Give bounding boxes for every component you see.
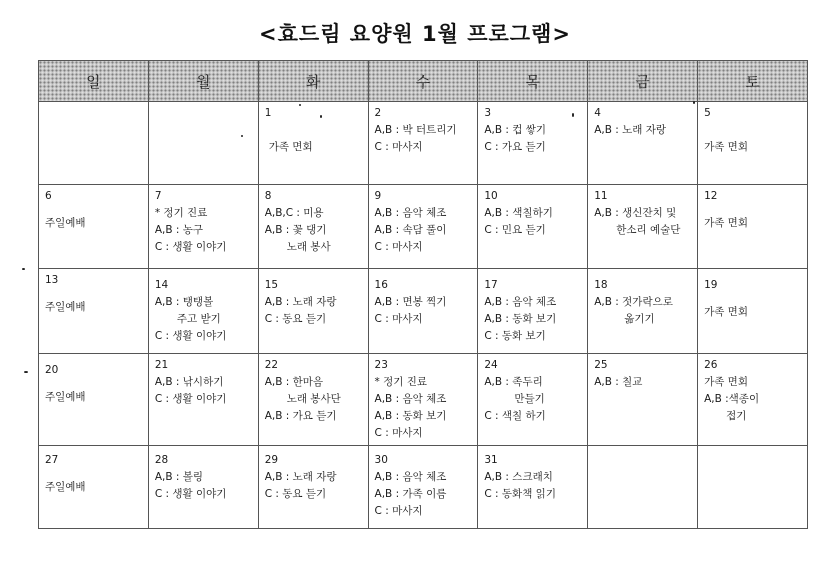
- day-cell: [258, 185, 368, 269]
- day-cell: [148, 446, 258, 529]
- day-number: 20: [45, 364, 59, 376]
- program-line: A,B : 낚시하기: [154, 376, 224, 388]
- program-line: A,B : 노래 자랑: [594, 124, 667, 136]
- program-line: 만들기: [514, 393, 545, 405]
- program-line: C : 생활 이야기: [154, 241, 227, 253]
- day-number: 16: [374, 279, 388, 291]
- program-line: A,B : 속담 풀이: [374, 224, 447, 236]
- weekday-fri: 금: [588, 61, 698, 102]
- day-cell-empty: [698, 446, 808, 529]
- program-line: A,B : 탱탱볼: [154, 296, 214, 308]
- program-line: 가족 면회: [268, 141, 313, 153]
- day-number: 14: [154, 279, 169, 291]
- program-line: A,B : 꽃 댕기: [264, 224, 327, 236]
- day-number: 9: [374, 190, 382, 202]
- program-line: 주일예배: [45, 391, 86, 403]
- day-number: 13: [45, 274, 59, 286]
- day-number: 23: [374, 359, 388, 371]
- program-line: A,B : 가족 이름: [374, 488, 447, 500]
- program-line: 노래 봉사단: [286, 393, 341, 405]
- day-cell: [39, 185, 149, 269]
- page-title: <효드림 요양원 1월 프로그램>: [259, 22, 571, 46]
- scan-speck: [299, 104, 301, 106]
- week-row: [39, 269, 808, 354]
- program-line: A,B : 볼링: [154, 471, 204, 483]
- program-line: C : 가요 듣기: [484, 141, 546, 153]
- day-number: 3: [484, 107, 492, 119]
- weekday-sun: 일: [39, 61, 149, 102]
- program-line: A,B : 음악 체조: [374, 471, 447, 483]
- day-number: 11: [594, 190, 608, 202]
- program-line: A,B : 컵 쌓기: [484, 124, 547, 136]
- day-number: 8: [264, 190, 272, 202]
- scan-speck: [693, 101, 695, 104]
- program-line: * 정기 진료: [374, 376, 428, 388]
- day-cell: [478, 446, 588, 529]
- day-number: 17: [484, 279, 498, 291]
- program-line: 주일예배: [45, 481, 86, 493]
- weekday-mon: 월: [148, 61, 258, 102]
- day-cell-empty: [39, 102, 149, 185]
- day-number: 31: [484, 454, 498, 466]
- day-cell: [39, 269, 149, 354]
- program-line: A,B : 음악 체조: [374, 393, 447, 405]
- program-line: A,B : 박 터트리기: [374, 124, 457, 136]
- weekday-header-row: [39, 61, 808, 102]
- day-number: 1: [264, 107, 272, 119]
- day-cell: [588, 185, 698, 269]
- day-cell: [148, 354, 258, 446]
- day-cell: [698, 185, 808, 269]
- program-line: C : 생활 이야기: [154, 393, 227, 405]
- program-line: 가족 면회: [704, 376, 748, 388]
- program-line: C : 동요 듣기: [264, 488, 327, 500]
- day-cell: [588, 354, 698, 446]
- week-row: [39, 102, 808, 185]
- scan-speck: [24, 371, 28, 373]
- day-number: 30: [374, 454, 388, 466]
- program-line: 주일예배: [45, 301, 86, 313]
- program-line: 주고 받기: [176, 313, 221, 325]
- day-number: 12: [704, 190, 718, 202]
- program-line: C : 동요 듣기: [264, 313, 327, 325]
- weekday-thu: 목: [478, 61, 588, 102]
- day-cell: [588, 102, 698, 185]
- program-line: C : 마사지: [374, 427, 423, 439]
- day-number: 4: [594, 107, 601, 119]
- program-line: A,B : 농구: [154, 224, 204, 236]
- program-line: 옮기기: [624, 313, 655, 325]
- program-line: A,B : 생신잔치 및: [594, 207, 677, 219]
- program-line: A,B : 칠교: [594, 376, 643, 388]
- program-line: A,B : 음악 체조: [484, 296, 557, 308]
- day-cell: [588, 269, 698, 354]
- day-number: 22: [264, 359, 279, 371]
- day-number: 10: [484, 190, 498, 202]
- program-line: C : 민요 듣기: [484, 224, 546, 236]
- program-line: A,B : 한마음: [264, 376, 324, 388]
- program-line: 한소리 예술단: [616, 224, 681, 236]
- scan-speck: [572, 113, 574, 117]
- day-number: 19: [704, 279, 718, 291]
- program-line: A,B :색종이: [704, 393, 760, 405]
- day-number: 7: [154, 190, 162, 202]
- day-cell: [478, 185, 588, 269]
- weekday-tue: 화: [258, 61, 368, 102]
- day-number: 25: [594, 359, 608, 371]
- week-row: [39, 446, 808, 529]
- day-number: 29: [264, 454, 279, 466]
- day-cell-empty: [148, 102, 258, 185]
- program-line: 노래 봉사: [286, 241, 331, 253]
- program-line: C : 마사지: [374, 505, 423, 517]
- program-line: A,B : 젓가락으로: [594, 296, 673, 308]
- day-cell: [368, 446, 478, 529]
- day-number: 27: [45, 454, 59, 466]
- program-line: A,B : 동화 보기: [484, 313, 557, 325]
- day-cell: [698, 102, 808, 185]
- program-line: 가족 면회: [704, 217, 748, 229]
- scan-speck: [320, 115, 322, 118]
- week-row: [39, 354, 808, 446]
- program-line: A,B : 족두리: [484, 376, 543, 388]
- day-number: 2: [374, 107, 382, 119]
- program-line: C : 마사지: [374, 241, 423, 253]
- day-cell: [258, 269, 368, 354]
- day-number: 21: [154, 359, 169, 371]
- program-line: * 정기 진료: [154, 207, 208, 219]
- day-number: 26: [704, 359, 718, 371]
- program-line: 주일예배: [45, 217, 86, 229]
- day-cell: [698, 269, 808, 354]
- program-line: A,B : 노래 자랑: [264, 471, 337, 483]
- weekday-wed: 수: [368, 61, 478, 102]
- day-cell: [368, 102, 478, 185]
- program-line: C : 생활 이야기: [154, 488, 227, 500]
- program-line: A,B : 음악 체조: [374, 207, 447, 219]
- program-line: 접기: [726, 410, 747, 422]
- program-line: A,B : 면봉 찍기: [374, 296, 447, 308]
- program-line: C : 생활 이야기: [154, 330, 227, 342]
- calendar-table: [38, 60, 808, 529]
- program-line: A,B : 스크래치: [484, 471, 553, 483]
- day-cell: [368, 269, 478, 354]
- program-line: C : 동화 보기: [484, 330, 546, 342]
- program-line: C : 색칠 하기: [484, 410, 546, 422]
- program-line: 가족 면회: [704, 141, 748, 153]
- scan-speck: [241, 135, 243, 137]
- day-cell-empty: [588, 446, 698, 529]
- program-line: C : 동화책 읽기: [484, 488, 556, 500]
- day-cell: [39, 446, 149, 529]
- day-cell: [258, 102, 368, 185]
- program-line: C : 마사지: [374, 141, 423, 153]
- day-number: 6: [45, 190, 52, 202]
- day-cell: [258, 446, 368, 529]
- program-line: A,B : 동화 보기: [374, 410, 447, 422]
- day-number: 24: [484, 359, 498, 371]
- program-line: A,B : 색칠하기: [484, 207, 553, 219]
- program-line: C : 마사지: [374, 313, 423, 325]
- program-line: A,B,C : 미용: [264, 207, 324, 219]
- day-cell: [148, 269, 258, 354]
- day-number: 18: [594, 279, 608, 291]
- day-cell: [368, 185, 478, 269]
- day-cell: [478, 354, 588, 446]
- program-line: 가족 면회: [704, 306, 748, 318]
- day-number: 15: [264, 279, 279, 291]
- program-line: A,B : 노래 자랑: [264, 296, 337, 308]
- day-cell: [698, 354, 808, 446]
- day-number: 28: [154, 454, 169, 466]
- week-row: [39, 185, 808, 269]
- day-cell: [148, 185, 258, 269]
- day-cell: [258, 354, 368, 446]
- day-cell: [39, 354, 149, 446]
- day-cell: [368, 354, 478, 446]
- scan-speck: [22, 268, 25, 270]
- weekday-sat: 토: [698, 61, 808, 102]
- program-line: A,B : 가요 듣기: [264, 410, 337, 422]
- day-cell: [478, 269, 588, 354]
- day-number: 5: [704, 107, 711, 119]
